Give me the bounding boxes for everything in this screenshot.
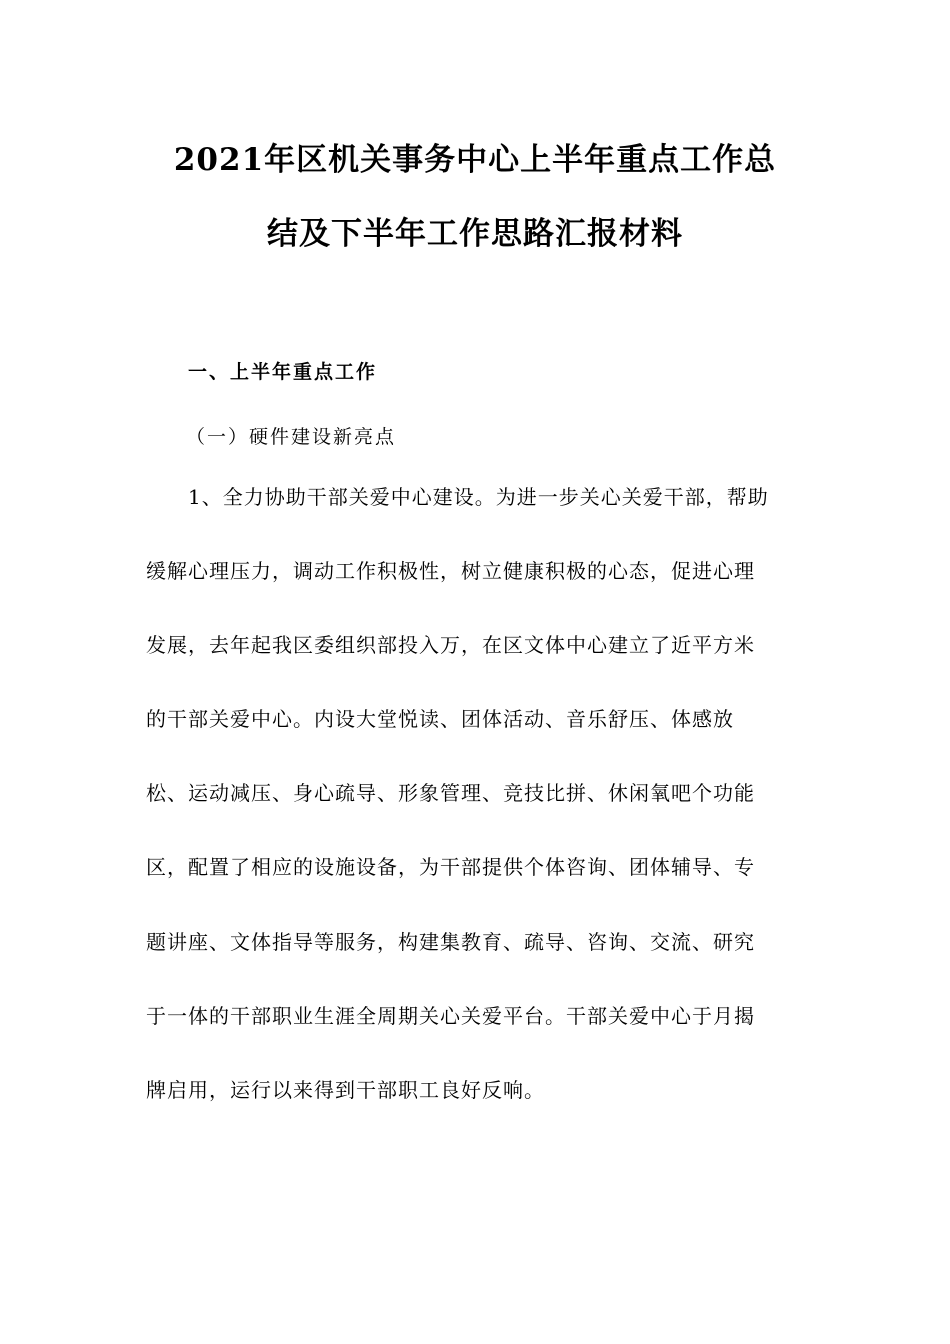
document-title-line-2: 结及下半年工作思路汇报材料 xyxy=(267,216,683,252)
document-title-line-1: 2021年区机关事务中心上半年重点工作总 xyxy=(173,142,777,178)
paragraph-line: 区，配置了相应的设施设备，为干部提供个体咨询、团体辅导、专 xyxy=(146,855,755,879)
paragraph-line: 牌启用，运行以来得到干部职工良好反响。 xyxy=(146,1078,545,1102)
paragraph-line: 题讲座、文体指导等服务，构建集教育、疏导、咨询、交流、研究 xyxy=(146,930,755,954)
paragraph-line: 于一体的干部职业生涯全周期关心关爱平台。干部关爱中心于月揭 xyxy=(146,1004,755,1028)
paragraph-line: 松、运动减压、身心疏导、形象管理、竞技比拼、休闲氧吧个功能 xyxy=(146,781,755,805)
paragraph-line: 缓解心理压力，调动工作积极性，树立健康积极的心态，促进心理 xyxy=(146,559,755,583)
paragraph-line: 的干部关爱中心。内设大堂悦读、团体活动、音乐舒压、体感放 xyxy=(146,707,734,731)
paragraph-line: 发展，去年起我区委组织部投入万，在区文体中心建立了近平方米 xyxy=(146,633,755,657)
subsection-heading: （一）硬件建设新亮点 xyxy=(186,426,397,448)
paragraph-line: 1、全力协助干部关爱中心建设。为进一步关心关爱干部，帮助 xyxy=(188,485,769,509)
section-heading: 一、上半年重点工作 xyxy=(188,361,378,383)
